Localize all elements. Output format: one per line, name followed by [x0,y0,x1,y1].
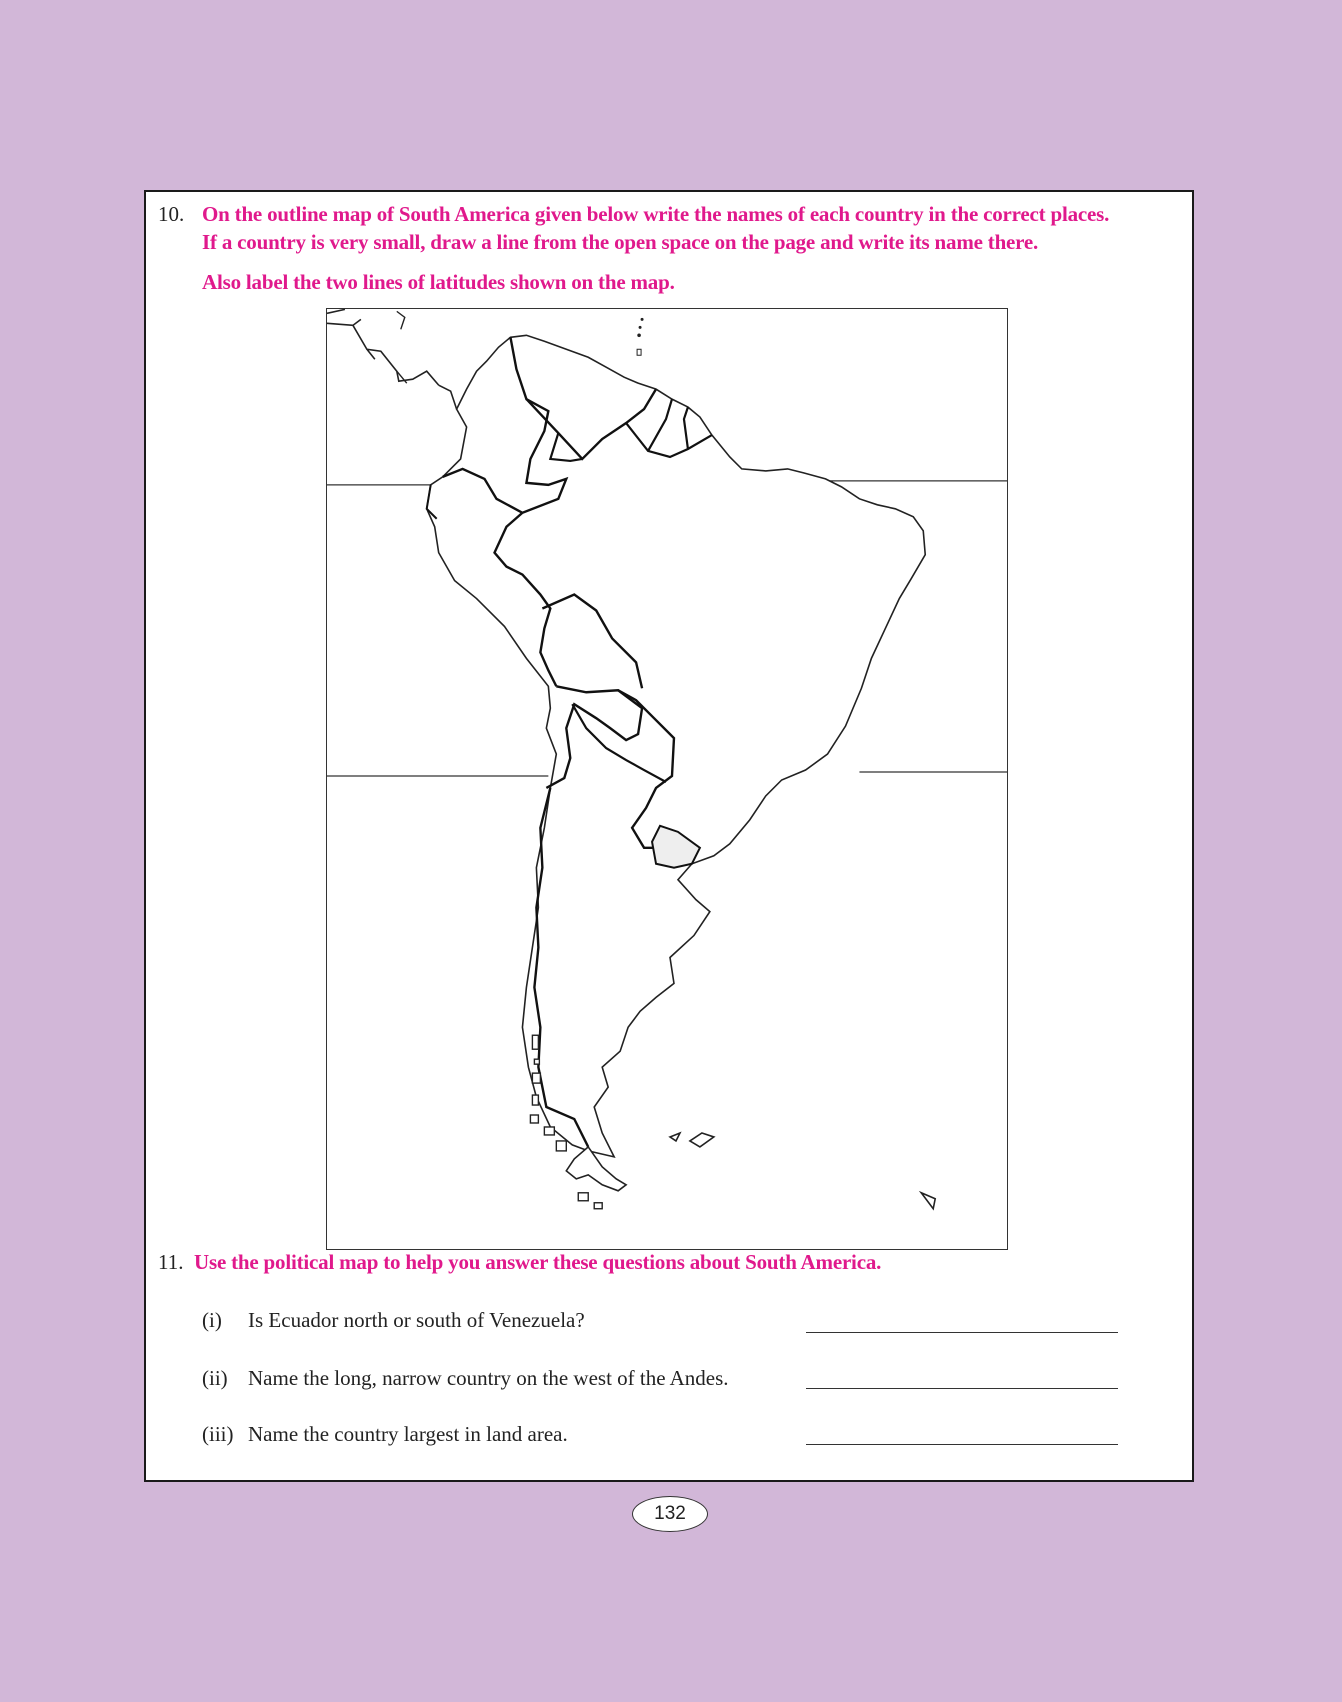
answer-line-ii[interactable] [806,1388,1118,1389]
item-i-roman: (i) [202,1308,222,1332]
south-georgia-island [921,1193,935,1209]
item-iii-text: Name the country largest in land area. [248,1422,568,1446]
answer-line-i[interactable] [806,1332,1118,1333]
central-america-outline [327,309,457,409]
map-svg [327,309,1007,1249]
answer-line-iii[interactable] [806,1444,1118,1445]
page-number: 132 [632,1496,708,1532]
item-iii-roman: (iii) [202,1422,234,1446]
falkland-islands [670,1133,714,1147]
question-11-instruction: Use the political map to help you answer these questions about South America. [194,1250,882,1274]
question-10-line-3: Also label the two lines of latitudes shown on the map. [202,270,675,294]
item-ii-text: Name the long, narrow country on the west of the Andes. [248,1366,729,1390]
question-11-number: 11. [158,1250,184,1274]
item-i-text: Is Ecuador north or south of Venezuela? [248,1308,585,1332]
question-10-line-1: On the outline map of South America given below write the names of each country in the correct places. [202,202,1110,226]
caribbean-islands [637,318,643,355]
question-10-line-2: If a country is very small, draw a line from the open space on the page and write its name there. [202,230,1039,254]
south-america-outline-map[interactable] [326,308,1008,1250]
worksheet-frame [144,190,1194,1482]
item-ii-roman: (ii) [202,1366,228,1390]
south-america-coastline [427,335,926,1157]
question-10-number: 10. [158,202,185,226]
